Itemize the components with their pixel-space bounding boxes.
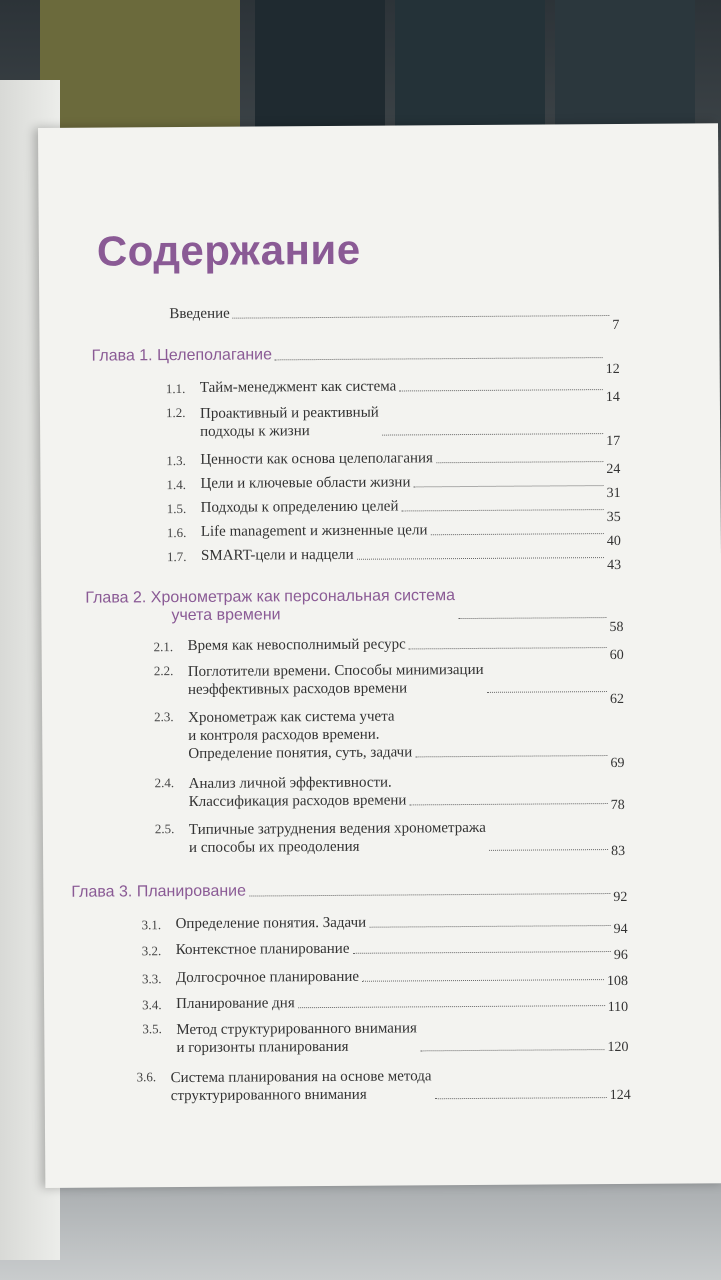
toc-page-number: 78 [610, 797, 625, 814]
toc-page-number: 92 [613, 889, 628, 906]
toc-item-title: Ценности как основа целеполагания [200, 450, 433, 468]
toc-page-number: 58 [609, 619, 624, 636]
toc-item-number: 1.2. [165, 404, 186, 421]
toc-item-title: Подходы к определению целей [200, 498, 399, 516]
toc-page-number: 96 [613, 947, 628, 964]
toc-item-number: 3.4. [142, 997, 162, 1013]
toc-page-number: 17 [606, 433, 621, 450]
toc-item-number: 1.1. [165, 380, 186, 397]
toc-item [153, 660, 625, 708]
toc-item-title: Поглотители времени. Способы минимизации [187, 661, 484, 680]
toc-item-title: SMART-цели и надцели [200, 546, 354, 564]
toc-item-number: 3.1. [141, 917, 162, 933]
dot-leader [413, 485, 603, 487]
toc-item [153, 634, 624, 664]
dot-leader [409, 647, 607, 649]
toc-chapter-label: Глава 3. Планирование [71, 882, 247, 901]
page-title: Содержание [96, 225, 361, 275]
dot-leader [401, 509, 603, 511]
toc-item-number: 3.2. [141, 943, 162, 959]
toc-item-number: 1.5. [166, 500, 187, 517]
toc-page-number: 94 [613, 921, 628, 938]
toc-chapter [85, 586, 624, 636]
toc-item-number: 2.1. [153, 639, 174, 655]
toc-item [141, 938, 628, 964]
toc-page-number: 14 [605, 389, 620, 406]
toc-page-number: 83 [611, 843, 626, 860]
toc-page-number: 40 [606, 533, 621, 550]
toc-item-number: 1.7. [166, 548, 187, 565]
toc-item-title: Life management и жизненные цели [200, 522, 428, 540]
toc-item-number: 3.3. [141, 971, 162, 987]
dot-leader [233, 315, 610, 319]
toc-item [165, 402, 621, 450]
toc-page-number: 7 [612, 317, 620, 333]
toc-chapter-label: Глава 1. Целеполагание [91, 346, 273, 365]
toc-item-number: 3.5. [142, 1021, 162, 1037]
toc-item-title: Определение понятия. Задачи [175, 914, 367, 933]
toc-item-title: Планирование дня [176, 995, 295, 1013]
toc-item-title-cont: подходы к жизни [200, 423, 310, 440]
toc-item [154, 818, 626, 860]
toc-item-number: 2.4. [154, 775, 175, 791]
dot-leader [436, 461, 603, 463]
dot-leader [357, 557, 604, 560]
dot-leader [420, 1049, 604, 1051]
toc-item-number: 2.3. [154, 709, 174, 725]
dot-leader [430, 533, 603, 535]
dot-leader [409, 803, 607, 805]
toc-item-title: Долгосрочное планирование [175, 968, 360, 987]
dot-leader [362, 979, 604, 982]
background-book [255, 0, 385, 130]
toc-chapter-label: Глава 2. Хронометраж как персональная система [85, 587, 456, 607]
dot-leader [369, 925, 610, 928]
toc-page-number: 120 [607, 1039, 629, 1056]
toc-item [142, 992, 629, 1016]
toc-item [166, 448, 621, 478]
toc-item-title-cont: и горизонты планирования [176, 1038, 349, 1057]
toc-item-title: Анализ личной эффективности. [188, 774, 392, 792]
book-page [38, 123, 721, 1188]
toc-item [142, 1018, 628, 1057]
toc-intro-label: Введение [169, 305, 230, 323]
dot-leader [249, 893, 610, 897]
toc-item [165, 376, 620, 406]
toc-page-number: 108 [606, 973, 629, 990]
toc-item-title: Метод структурированного внимания [176, 1020, 417, 1039]
toc-item [154, 706, 625, 772]
toc-item-number: 1.6. [166, 524, 187, 541]
toc-item [137, 1066, 631, 1105]
toc-item-title-cont: Классификация расходов времени [188, 792, 407, 810]
toc-item [141, 912, 628, 938]
toc-item [166, 520, 621, 550]
toc-item-title: Время как невосполнимый ресурс [187, 636, 406, 654]
toc-item-number: 1.4. [166, 476, 187, 493]
toc-item-title-cont: Определение понятия, суть, задачи [188, 744, 413, 762]
dot-leader [489, 849, 608, 851]
toc-page-number: 31 [606, 485, 621, 502]
toc-page-number: 110 [607, 999, 629, 1016]
toc-item-title: Проактивный и реактивный [199, 404, 379, 422]
toc-item-title: Тайм-менеджмент как система [199, 378, 397, 396]
background-book [40, 0, 240, 130]
toc-page-number: 69 [610, 755, 625, 772]
dot-leader [435, 1097, 607, 1099]
toc-item-title-cont: и способы их преодоления [188, 838, 360, 856]
toc-item-number: 1.3. [166, 452, 186, 469]
toc-item [166, 472, 621, 502]
toc-item [166, 496, 621, 526]
dot-leader [353, 951, 611, 954]
background-book [395, 0, 545, 130]
toc-item-title: Контекстное планирование [175, 940, 350, 959]
toc-item-title-cont: структурированного внимания [170, 1086, 367, 1105]
dot-leader [415, 755, 607, 757]
toc-chapter-label-cont: учета времени [171, 606, 281, 625]
toc-item [141, 966, 629, 990]
toc-page-number: 62 [609, 691, 625, 708]
toc-item-title: Типичные затруднения ведения хронометража [188, 819, 486, 838]
toc-item-title: Хронометраж как система учета [188, 708, 395, 726]
toc-item-title-cont: неэффективных расходов времени [187, 680, 408, 698]
toc-chapter [71, 880, 628, 906]
toc-item [154, 772, 625, 814]
toc-item-title: Система планирования на основе метода [170, 1068, 432, 1087]
toc-chapter [91, 344, 620, 378]
toc-page-number: 35 [606, 509, 621, 526]
toc-page-number: 24 [606, 461, 621, 478]
toc-page-number: 43 [607, 557, 622, 574]
toc-item-title-cont: и контроля расходов времени. [188, 726, 380, 744]
toc-intro [169, 302, 620, 333]
background-book [555, 0, 695, 130]
toc-page-number: 60 [609, 647, 624, 664]
toc-page-number: 12 [605, 361, 620, 378]
dot-leader [399, 389, 603, 391]
toc-item [166, 544, 622, 574]
dot-leader [487, 691, 607, 693]
dot-leader [275, 357, 603, 360]
toc-item-number: 2.5. [154, 821, 175, 837]
toc-page-number: 124 [609, 1087, 631, 1104]
toc-item-number: 3.6. [136, 1069, 157, 1085]
toc-item-number: 2.2. [153, 663, 174, 679]
toc-item-title: Цели и ключевые области жизни [200, 474, 411, 492]
dot-leader [298, 1005, 605, 1008]
background-bookshelf [0, 0, 721, 140]
dot-leader [458, 617, 606, 619]
dot-leader [382, 433, 603, 436]
